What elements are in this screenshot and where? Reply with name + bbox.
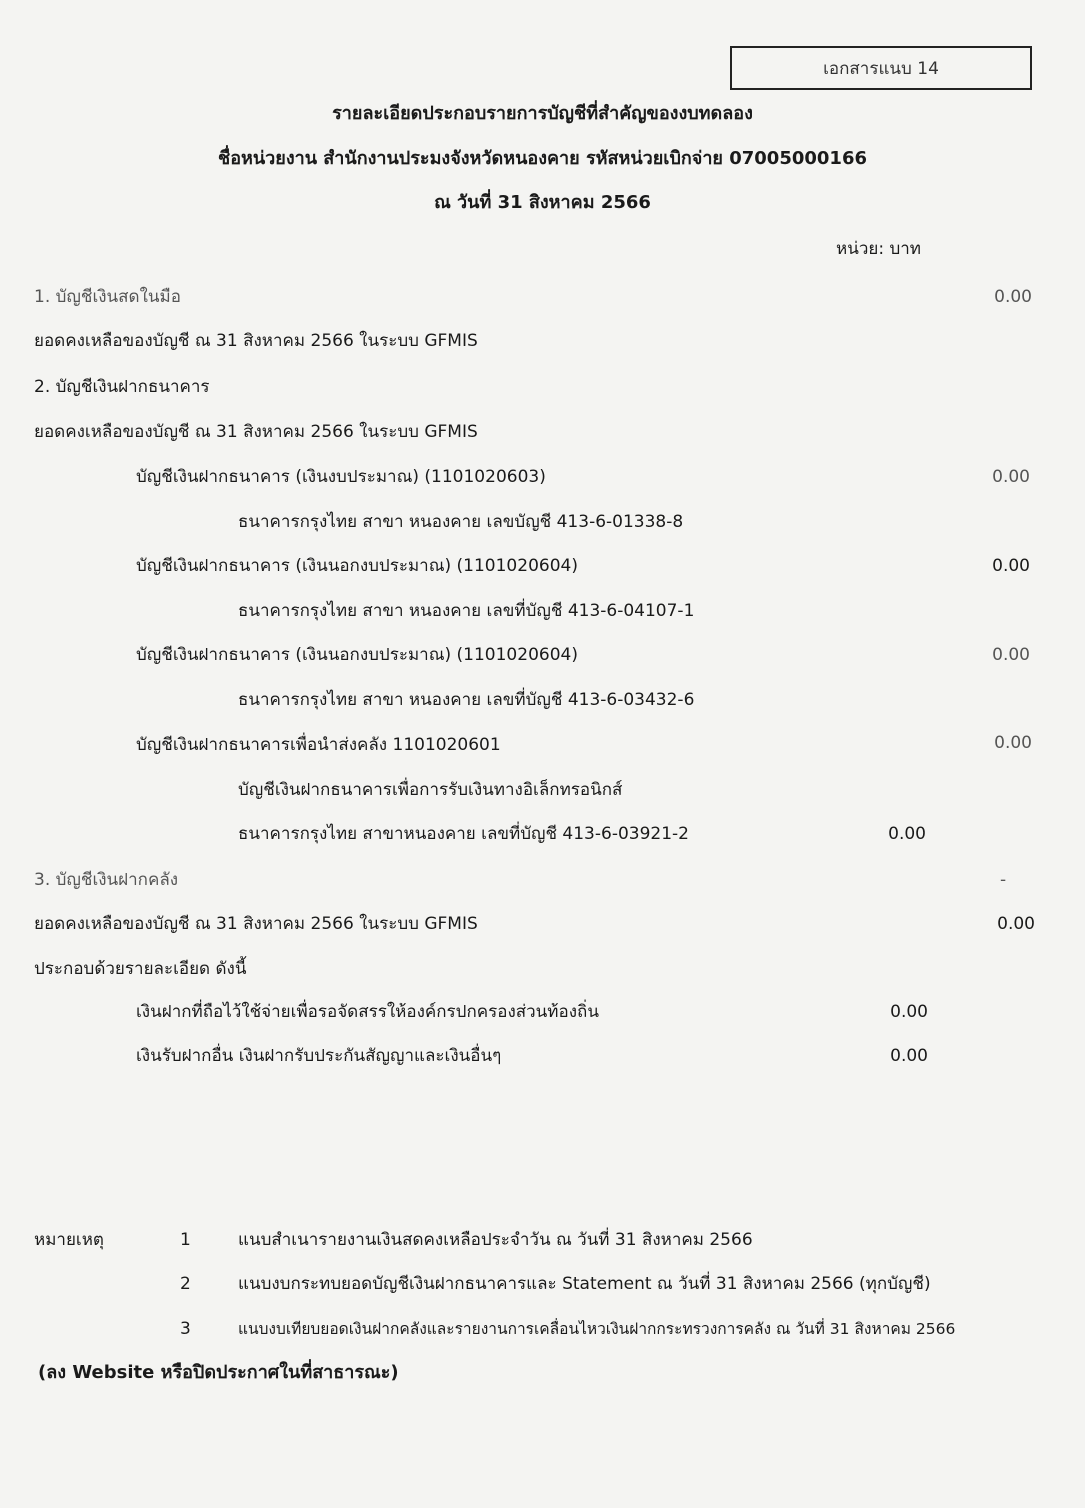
remark-1-text: แนบสำเนารายงานเงินสดคงเหลือประจำวัน ณ วันที่ 31 สิงหาคม 2566 (238, 1230, 753, 1250)
heading-line-3: ณ วันที่ 31 สิงหาคม 2566 (434, 192, 651, 213)
footer-note: (ลง Website หรือปิดประกาศในที่สาธารณะ) (38, 1362, 399, 1383)
remarks-label: หมายเหตุ (34, 1230, 104, 1250)
acct3-amount: 0.00 (992, 645, 1030, 665)
section2-balance-line: ยอดคงเหลือของบัญชี ณ 31 สิงหาคม 2566 ในระบบ GFMIS (34, 422, 478, 442)
acct3-name: บัญชีเงินฝากธนาคาร (เงินนอกงบประมาณ) (1101020604) (136, 645, 578, 665)
remark-3-num: 3 (180, 1319, 191, 1339)
section3-detail2-amount: 0.00 (890, 1046, 928, 1066)
section1-title: 1. บัญชีเงินสดในมือ (34, 287, 181, 307)
acct1-bank: ธนาคารกรุงไทย สาขา หนองคาย เลขบัญชี 413-6-01338-8 (238, 512, 684, 532)
section3-detail2: เงินรับฝากอื่น เงินฝากรับประกันสัญญาและเงินอื่นๆ (136, 1046, 502, 1066)
acct3-bank: ธนาคารกรุงไทย สาขา หนองคาย เลขที่บัญชี 413-6-03432-6 (238, 690, 695, 710)
unit-label: หน่วย: บาท (836, 239, 922, 259)
section3-detail1: เงินฝากที่ถือไว้ใช้จ่ายเพื่อรอจัดสรรให้องค์กรปกครองส่วนท้องถิ่น (136, 1002, 599, 1022)
section2-title: 2. บัญชีเงินฝากธนาคาร (34, 377, 210, 397)
attachment-label-box (730, 46, 1032, 90)
section1-amount: 0.00 (994, 287, 1032, 307)
acct4-name: บัญชีเงินฝากธนาคารเพื่อนำส่งคลัง 1101020601 (136, 735, 501, 755)
acct2-name: บัญชีเงินฝากธนาคาร (เงินนอกงบประมาณ) (1101020604) (136, 556, 578, 576)
section1-balance-line: ยอดคงเหลือของบัญชี ณ 31 สิงหาคม 2566 ในระบบ GFMIS (34, 331, 478, 351)
acct4-amount: 0.00 (994, 733, 1032, 753)
heading-line-2: ชื่อหน่วยงาน สำนักงานประมงจังหวัดหนองคาย รหัสหน่วยเบิกจ่าย 07005000166 (217, 148, 868, 169)
section3-detail-intro: ประกอบด้วยรายละเอียด ดังนี้ (34, 959, 247, 979)
heading-line-1: รายละเอียดประกอบรายการบัญชีที่สำคัญของงบทดลอง (332, 103, 753, 124)
section3-detail1-amount: 0.00 (890, 1002, 928, 1022)
acct1-name: บัญชีเงินฝากธนาคาร (เงินงบประมาณ) (1101020603) (136, 467, 546, 487)
acct4-bank-amount: 0.00 (888, 824, 926, 844)
attachment-label: เอกสารแนบ 14 (823, 58, 939, 79)
remark-3-text: แนบงบเทียบยอดเงินฝากคลังและรายงานการเคลื่อนไหวเงินฝากกระทรวงการคลัง ณ วันที่ 31 สิงหาคม 2566 (238, 1320, 956, 1338)
remark-2-num: 2 (180, 1274, 191, 1294)
remark-2-text: แนบงบกระทบยอดบัญชีเงินฝากธนาคารและ Statement ณ วันที่ 31 สิงหาคม 2566 (ทุกบัญชี) (238, 1274, 931, 1294)
remark-1-num: 1 (180, 1230, 191, 1250)
section3-balance-line: ยอดคงเหลือของบัญชี ณ 31 สิงหาคม 2566 ในระบบ GFMIS (34, 914, 478, 934)
section3-title: 3. บัญชีเงินฝากคลัง (34, 870, 179, 890)
section3-dash: - (1000, 870, 1007, 890)
section3-amount: 0.00 (997, 914, 1035, 934)
acct2-amount: 0.00 (992, 556, 1030, 576)
acct4-bank: ธนาคารกรุงไทย สาขาหนองคาย เลขที่บัญชี 413-6-03921-2 (238, 824, 689, 844)
acct4-sub: บัญชีเงินฝากธนาคารเพื่อการรับเงินทางอิเล็กทรอนิกส์ (238, 780, 623, 800)
acct1-amount: 0.00 (992, 467, 1030, 487)
acct2-bank: ธนาคารกรุงไทย สาขา หนองคาย เลขที่บัญชี 413-6-04107-1 (238, 601, 695, 621)
